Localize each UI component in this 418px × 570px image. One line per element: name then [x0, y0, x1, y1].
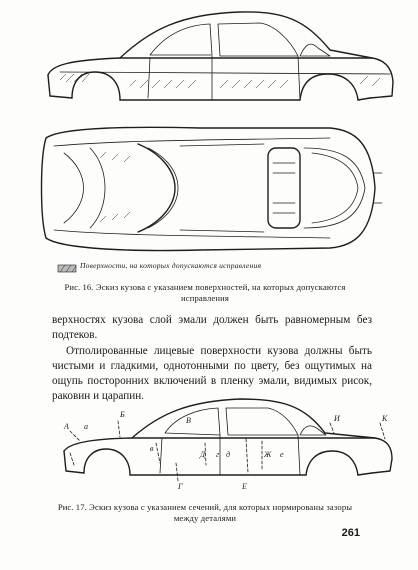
section-label-small-e: е	[280, 450, 284, 459]
section-label-e: Е	[242, 482, 247, 491]
body-text-paragraph: Отполированные лицевые поверхности кузова должны быть чистыми и гладкими, однотонными по цвету, без ощутимых на ощупь посторонних включений в пленку эмали, видимых рисок, раковин и царапин.	[52, 344, 372, 403]
figure-16-caption-line1: Эскиз кузова с указанием поверхностей, на которых допускаются	[95, 282, 346, 292]
section-label-a: А	[64, 422, 69, 431]
section-label-k: К	[382, 414, 388, 423]
section-label-small-d: д	[226, 450, 231, 459]
page-number: 261	[341, 527, 360, 539]
section-label-v: В	[186, 416, 191, 425]
body-text-continuation: верхностях кузова слой эмали должен быть равномерным без подтеков.	[52, 314, 372, 342]
figure-16-caption-line2: исправления	[181, 292, 229, 303]
body-text	[52, 313, 372, 405]
section-label-small-g: г	[216, 450, 220, 459]
figure-16-side-view	[0, 0, 418, 120]
section-label-small-a: а	[84, 422, 88, 431]
figure-16-caption	[30, 282, 380, 303]
figure-16-top-view	[0, 118, 418, 263]
section-label-zh: Ж	[264, 450, 272, 459]
figure-16-caption-label: Рис. 16.	[64, 282, 94, 292]
section-label-small-v: в	[150, 444, 154, 453]
section-label-b: Б	[120, 410, 125, 419]
figure-16-legend-text: Поверхности, на которых допускаются исправления	[80, 261, 262, 270]
figure-17-caption	[30, 502, 380, 523]
section-label-g: Г	[178, 482, 183, 491]
section-label-i: И	[334, 414, 340, 423]
figure-17-side-view	[0, 393, 418, 493]
figure-17-caption-line2: между деталями	[173, 512, 237, 523]
figure-17-caption-label: Рис. 17.	[57, 502, 87, 512]
section-label-d: Д	[200, 450, 206, 459]
figure-17-caption-line1: Эскиз кузова с указанием сечений, для которых нормированы зазоры	[89, 502, 353, 512]
